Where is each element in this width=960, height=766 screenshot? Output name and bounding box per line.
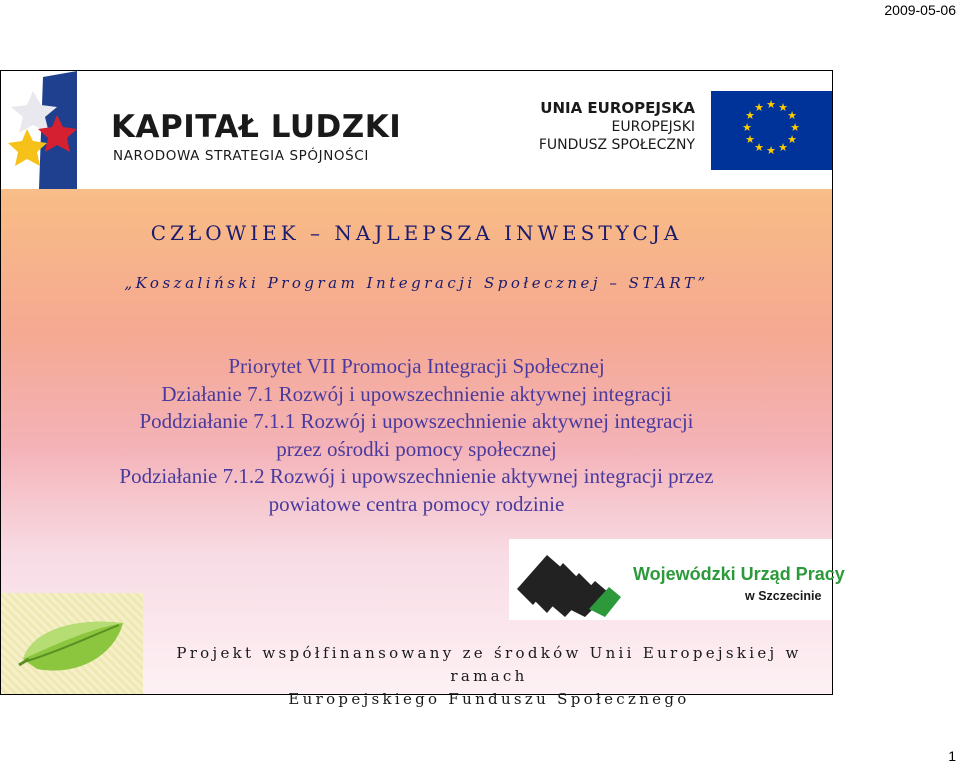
priority-block (1, 353, 832, 518)
footer-line1: Projekt współfinansowany ze środków Unii Europejskiej w ramach (176, 644, 802, 685)
ue-text-block (539, 99, 695, 153)
footer-line2: Europejskiego Funduszu Społecznego (288, 690, 690, 708)
svg-text:★: ★ (745, 109, 755, 122)
header-band (1, 71, 832, 189)
svg-text:★: ★ (745, 133, 755, 146)
priority-line: Poddziałanie 7.1.1 Rozwój i upowszechnienie aktywnej integracji (139, 409, 694, 433)
svg-text:★: ★ (754, 101, 764, 114)
priority-line: Podziałanie 7.1.2 Rozwój i upowszechnienie aktywnej integracji przez (119, 464, 714, 488)
ue-line2: EUROPEJSKI (611, 119, 695, 135)
slide (0, 70, 845, 708)
footer-text (146, 642, 832, 711)
slide-subheading: „Koszaliński Program Integracji Społecznej – START” (124, 274, 709, 292)
wup-name: Wojewódzki Urząd Pracy (633, 564, 845, 584)
svg-text:★: ★ (787, 109, 797, 122)
leaf-icon (19, 615, 129, 685)
svg-text:★: ★ (754, 141, 764, 154)
svg-text:★: ★ (778, 101, 788, 114)
wup-logo (509, 539, 845, 620)
priority-line: przez ośrodki pomocy społecznej (276, 436, 557, 461)
page-number: 1 (948, 748, 956, 764)
svg-text:★: ★ (790, 121, 800, 134)
svg-text:★: ★ (742, 121, 752, 134)
slide-heading: CZŁOWIEK – NAJLEPSZA INWESTYCJA (150, 221, 683, 245)
leaf-image (1, 593, 143, 694)
kapital-ludzki-logo-icon (11, 71, 91, 189)
svg-text:★: ★ (778, 141, 788, 154)
priority-line: Działanie 7.1 Rozwój i upowszechnienie aktywnej integracji (161, 381, 672, 406)
kl-subtitle: NARODOWA STRATEGIA SPÓJNOŚCI (113, 148, 369, 164)
ue-line1: UNIA EUROPEJSKA (540, 99, 695, 117)
ue-line3: FUNDUSZ SPOŁECZNY (538, 137, 695, 153)
eu-flag-icon (711, 91, 832, 170)
wup-city: w Szczecinie (745, 589, 822, 603)
svg-text:★: ★ (766, 144, 776, 157)
svg-text:★: ★ (787, 133, 797, 146)
priority-line: Priorytet VII Promocja Integracji Społecznej (228, 354, 605, 378)
wup-mark-icon (517, 547, 621, 617)
priority-line: powiatowe centra pomocy rodzinie (268, 491, 565, 516)
kl-title: KAPITAŁ LUDZKI (111, 109, 402, 145)
svg-text:★: ★ (766, 98, 776, 111)
page-date: 2009-05-06 (884, 2, 956, 18)
